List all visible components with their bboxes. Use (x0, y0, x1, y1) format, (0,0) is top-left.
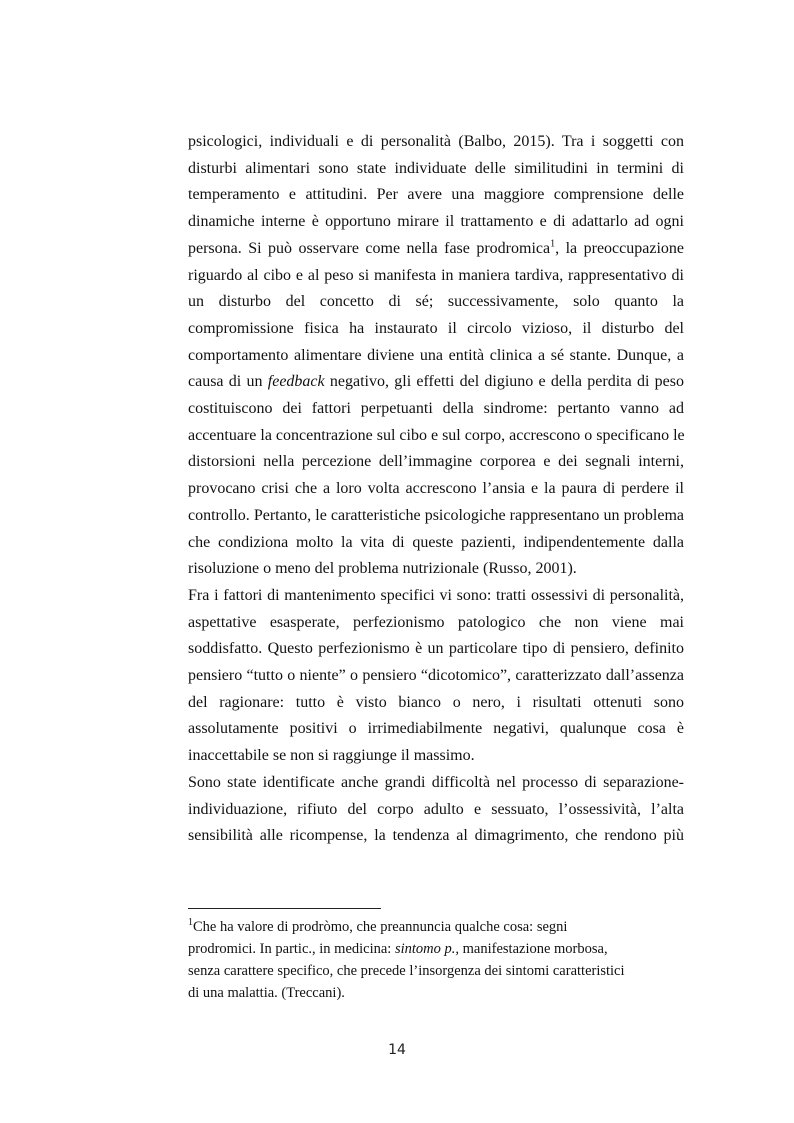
body-line: disturbi alimentari sono state individuate delle similitudini in termini di (188, 159, 684, 177)
body-line: pensiero “tutto o niente” o pensiero “dicotomico”, caratterizzato dall’assenza (188, 667, 684, 684)
body-line: riguardo al cibo e al peso si manifesta in maniera tardiva, rappresentativo di (188, 266, 684, 284)
footnote-emphasis: sintomo p., (394, 941, 460, 957)
body-line: costituiscono dei fattori perpetuanti della sindrome: pertanto vanno ad (188, 400, 684, 417)
footnote-separator (188, 908, 381, 909)
footnote-number: 1 (188, 917, 193, 929)
body-line: del ragionare: tutto è visto bianco o nero, i risultati ottenuti sono (188, 693, 684, 711)
body-line: controllo. Pertanto, le caratteristiche psicologiche rappresentano un problema (188, 506, 684, 524)
body-line: che condiziona molto la vita di queste pazienti, indipendentemente dalla (188, 533, 684, 551)
body-line: accentuare la concentrazione sul cibo e sul corpo, accrescono o specificano le (188, 426, 685, 444)
body-line (188, 239, 684, 259)
body-line: soddisfatto. Questo perfezionismo è un particolare tipo di pensiero, definito (188, 640, 684, 658)
body-line: Fra i fattori di mantenimento specifici vi sono: tratti ossessivi di personalità, (188, 586, 684, 604)
body-line: aspettative esasperate, perfezionismo patologico che non viene mai (188, 613, 684, 631)
body-line: Sono state identificate anche grandi difficoltà nel processo di separazione- (188, 773, 684, 791)
footnote-text: manifestazione morbosa, (459, 941, 608, 957)
body-line: provocano crisi che a loro volta accrescono l’ansia e la paura di perdere il (188, 480, 684, 498)
body-line: compromissione fisica ha instaurato il circolo vizioso, il disturbo del (188, 319, 684, 337)
footnote-line: senza carattere specifico, che precede l’insorgenza dei sintomi caratteristici (188, 963, 625, 979)
footnote-text: prodromici. In partic., in medicina: (188, 941, 395, 957)
body-line: dinamiche interne è opportuno mirare il trattamento e di adattarlo ad ogni (188, 213, 684, 231)
body-text: negativo, gli effetti del digiuno e della perdita di peso (329, 373, 685, 391)
footnote-line: di una malattia. (Treccani). (188, 985, 345, 1001)
body-line: inaccettabile se non si raggiunge il massimo. (188, 747, 475, 765)
footnote-reference: 1 (550, 238, 556, 250)
body-text: persona. Si può osservare come nella fase prodromica (188, 239, 551, 257)
footnote-text: Che ha valore di prodròmo, che preannuncia qualche cosa: segni (193, 919, 568, 935)
body-line: comportamento alimentare diviene una entità clinica a sé stante. Dunque, a (188, 346, 684, 364)
body-line: sensibilità alle ricompense, la tendenza al dimagrimento, che rendono più (188, 827, 684, 845)
body-text: causa di un (188, 373, 263, 391)
body-line: distorsioni nella percezione dell’immagine corporea e dei segnali interni, (188, 453, 684, 471)
footnote-line (188, 940, 684, 958)
body-line: risoluzione o meno del problema nutrizionale (Russo, 2001). (188, 560, 577, 578)
body-line (188, 372, 684, 392)
page-number: 14 (388, 1042, 406, 1058)
body-line: psicologici, individuali e di personalità (Balbo, 2015). Tra i soggetti con (188, 133, 684, 150)
emphasis-text: feedback (267, 373, 325, 391)
body-line: temperamento e attitudini. Per avere una maggiore comprensione delle (188, 186, 684, 204)
body-line: un disturbo del concetto di sé; successivamente, solo quanto la (188, 293, 684, 311)
body-line: individuazione, rifiuto del corpo adulto e sessuato, l’ossessività, l’alta (188, 800, 684, 818)
footnote-line (188, 918, 684, 936)
body-line: assolutamente positivi o irrimediabilmente negativi, qualunque cosa è (188, 720, 684, 738)
body-text: , la preoccupazione (555, 239, 684, 257)
